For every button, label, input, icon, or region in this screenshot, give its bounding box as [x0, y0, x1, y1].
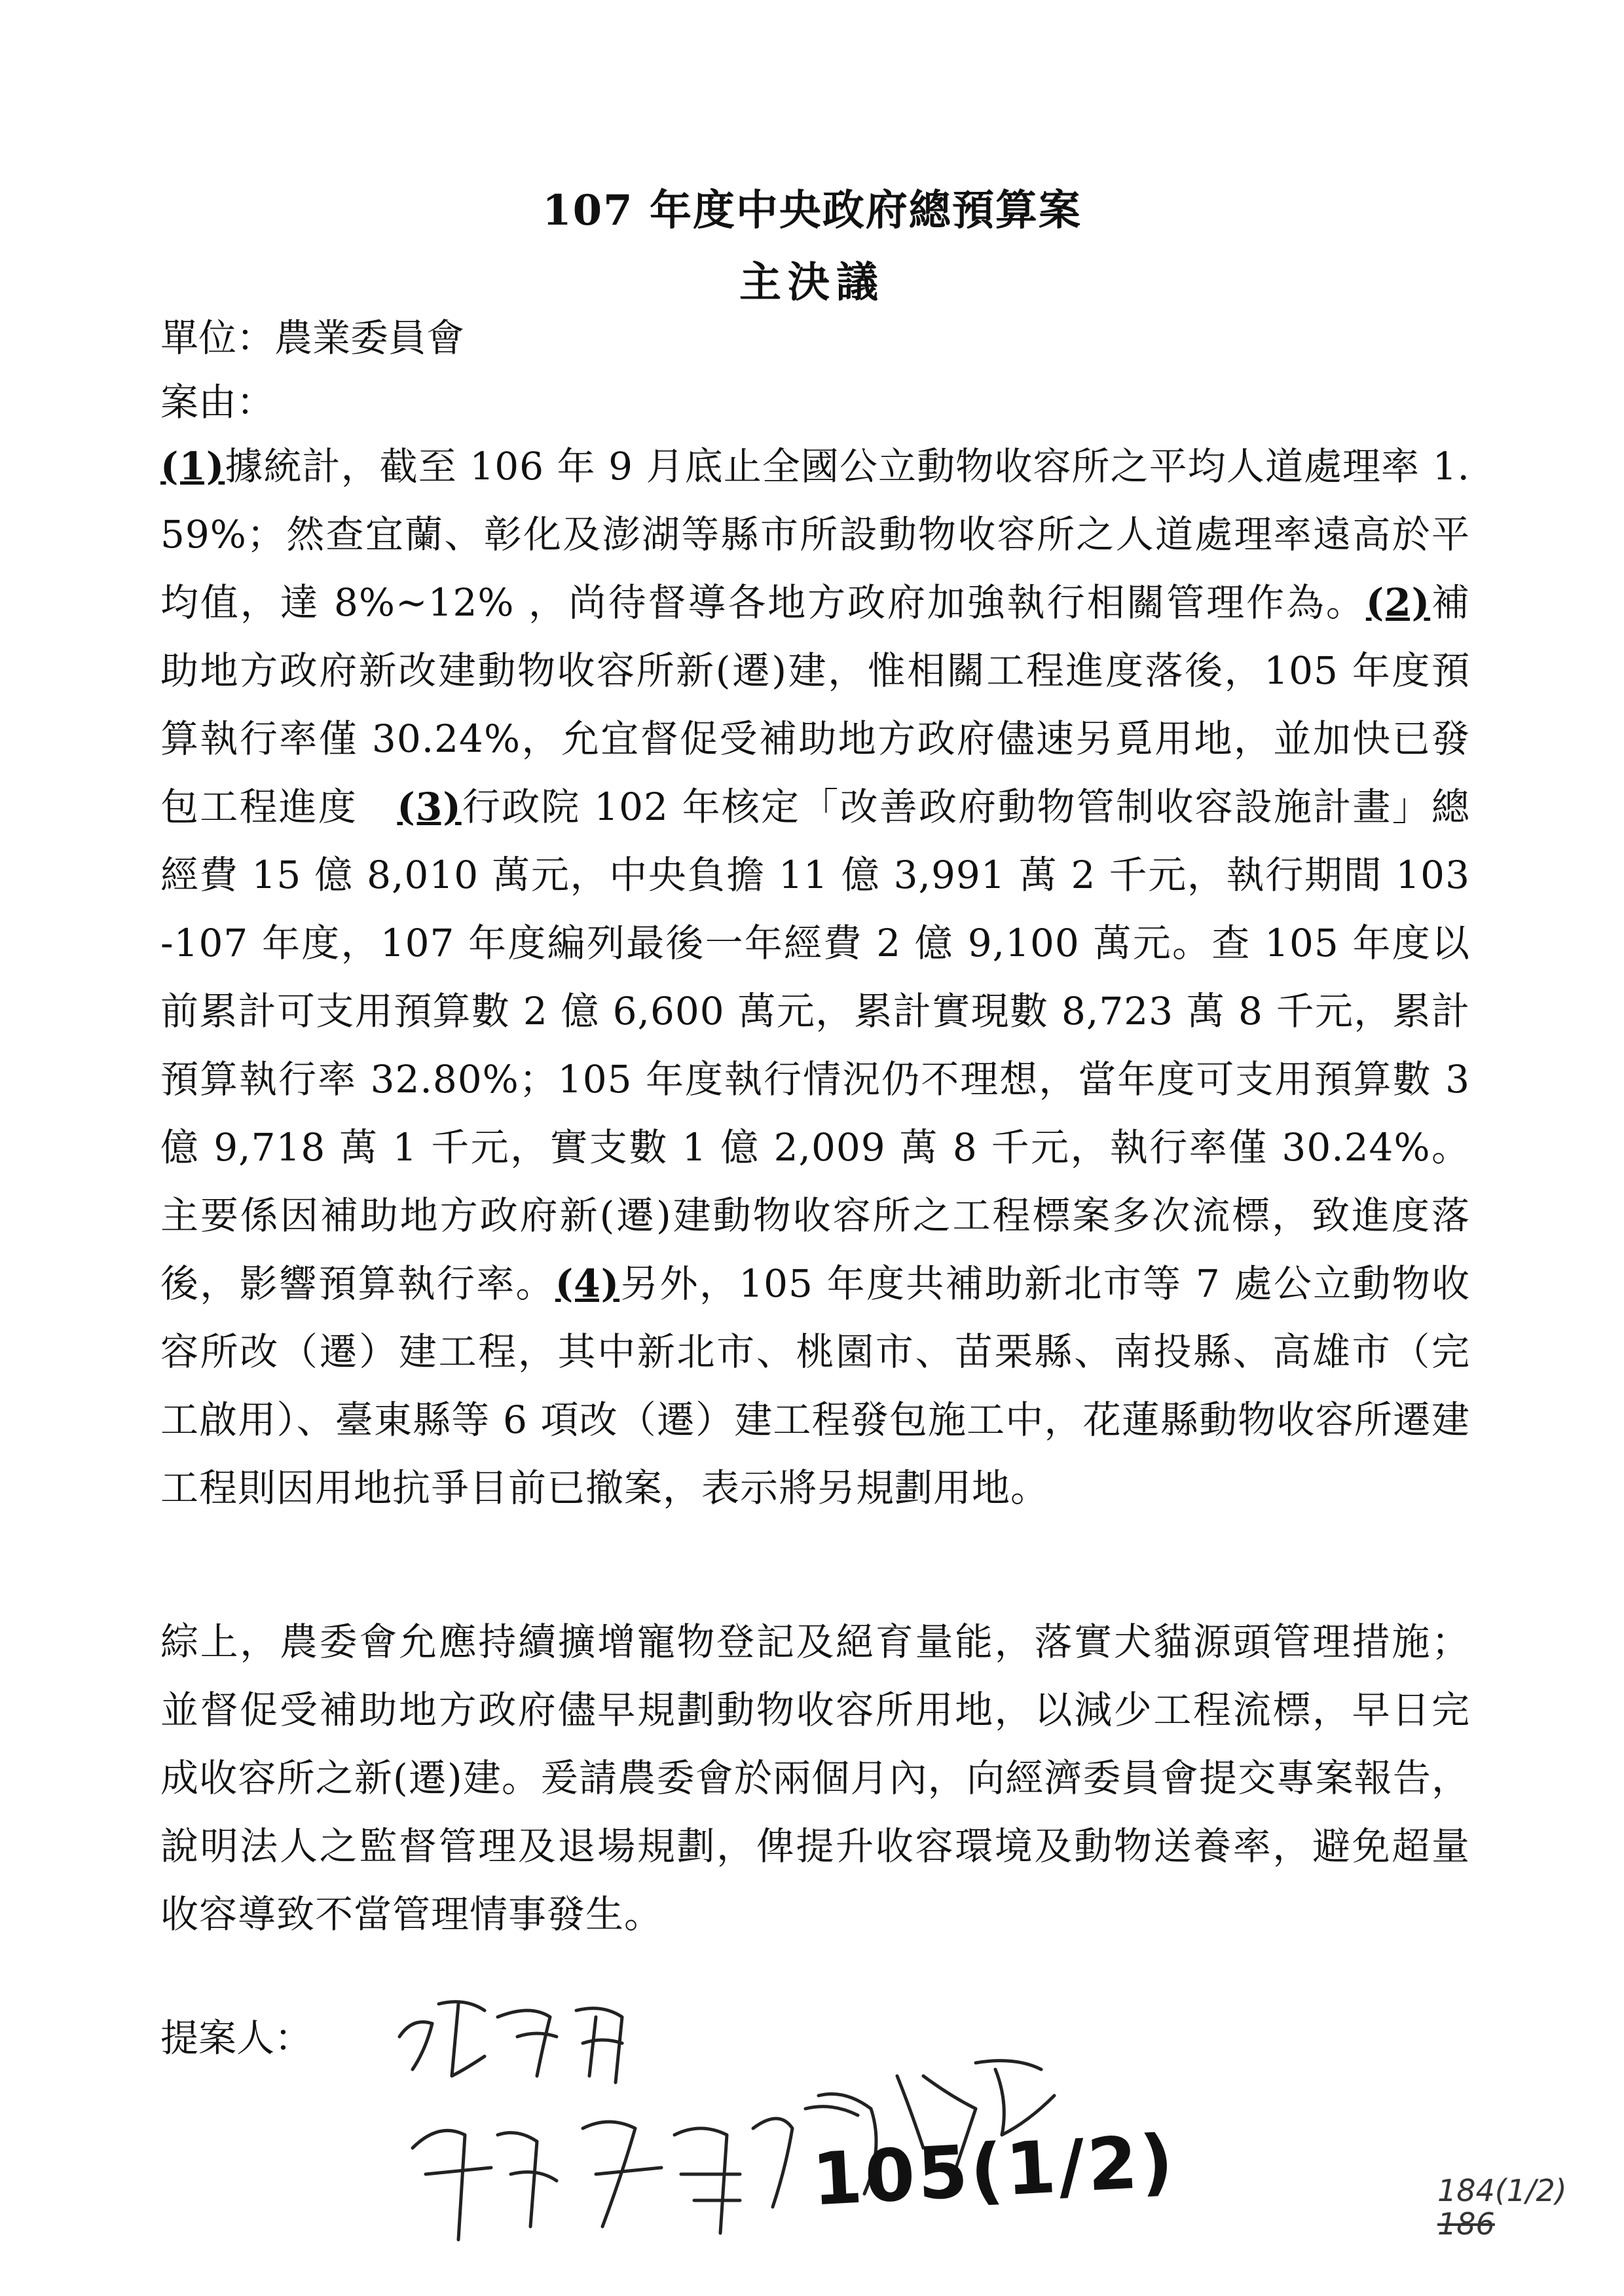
handwritten-signature — [386, 1978, 1139, 2266]
cause-label: 案由： — [160, 380, 275, 424]
document-title: 107 年度中央政府總預算案 — [542, 186, 1082, 235]
resolution-body — [160, 432, 1470, 1522]
item-marker: (4) — [555, 1261, 620, 1306]
document-subtitle: 主決議 — [739, 258, 885, 307]
conclusion-body — [160, 1608, 1470, 1948]
margin-note-bottom: 186 — [1437, 2206, 1495, 2242]
unit-line: 單位：農業委員會 — [160, 316, 465, 360]
item-text: 另外，105 年度共補助新北市等 7 處公立動物收容所改（遷）建工程，其中新北市、桃園市、苗栗縣、南投縣、高雄市（完工啟用）、臺東縣等 6 項改（遷）建工程發包施工中，花蓮縣動物收容所遷建工程則因用地抗爭目前已撤案，表示將另規劃用地。 — [160, 1261, 1470, 1510]
item-marker: (3) — [397, 785, 462, 829]
item-text: 據統計，截至 106 年 9 月底止全國公立動物收容所之平均人道處理率 1.59%；然查宜蘭、彰化及澎湖等縣市所設動物收容所之人道處理率遠高於平均值，達 8%~12% ，尚待督導各地方政府加強執行相關管理作為。 — [160, 444, 1470, 625]
item-marker: (2) — [1365, 580, 1431, 625]
margin-note-top: 184(1/2) — [1437, 2173, 1567, 2208]
vote-count: 105(1/2) — [810, 2119, 1178, 2222]
paragraph-1 — [160, 432, 1470, 1522]
margin-note — [1437, 2174, 1567, 2240]
item-text: 補助地方政府新改建動物收容所新(遷)建，惟相關工程進度落後，105 年度預算執行率僅 30.24%，允宜督促受補助地方政府儘速另覓用地，並加快已發包工程進度 — [160, 580, 1470, 829]
proposer-label: 提案人： — [160, 2016, 313, 2060]
paragraph-2: 綜上，農委會允應持續擴增寵物登記及絕育量能，落實犬貓源頭管理措施；並督促受補助地方政府儘早規劃動物收容所用地，以減少工程流標，早日完成收容所之新(遷)建。爰請農委會於兩個月內，向經濟委員會提交專案報告，說明法人之監督管理及退場規劃，俾提升收容環境及動物送養率，避免超量收容導致不當管理情事發生。 — [160, 1620, 1470, 1936]
item-marker: (1) — [160, 444, 225, 489]
item-text: 行政院 102 年核定「改善政府動物管制收容設施計畫」總經費 15 億 8,010 萬元，中央負擔 11 億 3,991 萬 2 千元，執行期間 103-107 年度，107 年度編列最後一年經費 2 億 9,100 萬元。查 105 年度以前累計可支用預算數 2 億 6,600 萬元，累計實現數 8,723 萬 8 千元，累計預算執行率 32.80%；105 年度執行情況仍不理想，當年度可支用預算數 3 億 9,718 萬 1 千元，實支數 1 億 2,009 萬 8 千元，執行率僅 30.24%。主要係因補助地方政府新(遷)建動物收容所之工程標案多次流標，致進度落後，影響預算執行率。 — [160, 785, 1470, 1306]
